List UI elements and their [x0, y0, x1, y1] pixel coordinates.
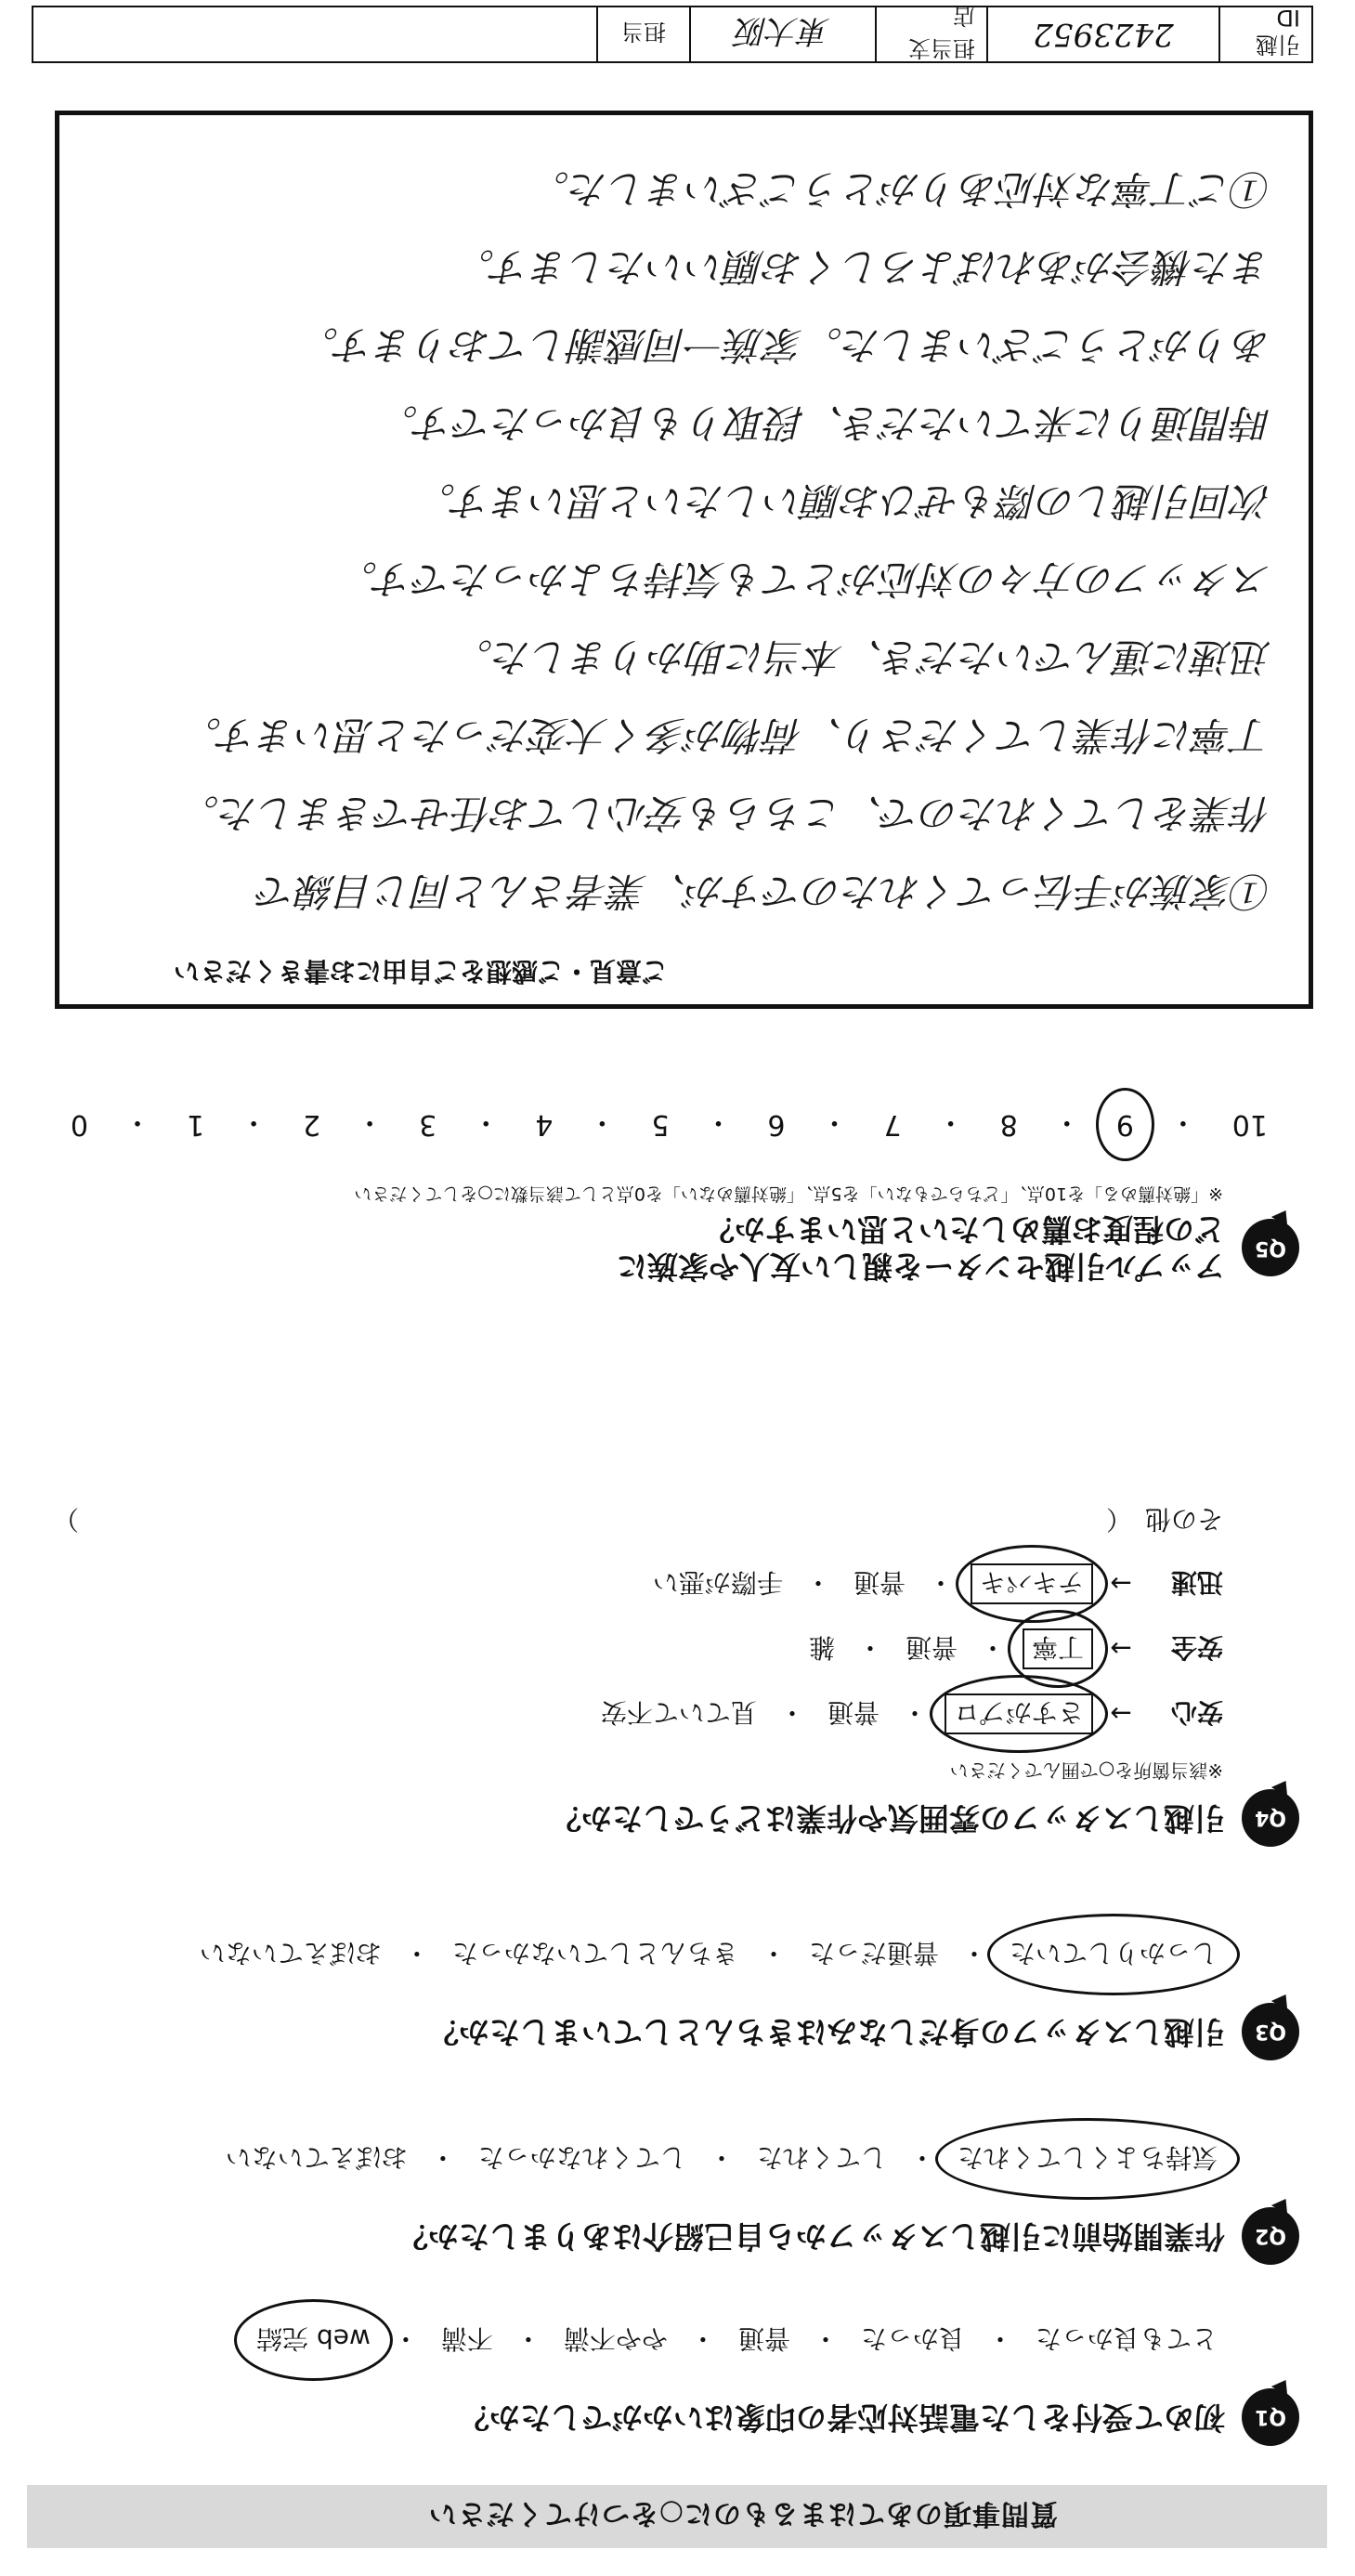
q4-option[interactable]: 普通	[853, 1567, 906, 1598]
q3-options: しっかりしていた ・ 普通だった ・ きちんとしていなかった ・ おぼえていない	[55, 1934, 1223, 1975]
instruction-bar	[27, 2485, 1327, 2548]
q5-score[interactable]: 1	[186, 1108, 205, 1142]
question-5	[55, 1105, 1299, 1285]
q3-badge: Q3	[1242, 2003, 1299, 2060]
q3-option[interactable]: 普通だった	[808, 1938, 939, 1968]
q4-row-anshin: 安心 → さすがプロ ・ 普通 ・ 見ていて不安	[55, 1693, 1223, 1734]
q5-score[interactable]: 6	[767, 1108, 786, 1142]
q5-score[interactable]: 2	[303, 1108, 321, 1142]
q5-score[interactable]: 8	[999, 1108, 1018, 1142]
q1-text: 初めて受付をした電話対応者の印象はいかがでしたか？	[459, 2399, 1225, 2436]
q5-score[interactable]: 5	[651, 1108, 670, 1142]
q4-row-anzen: 安全 → 丁寧 ・ 普通 ・ 雑	[55, 1628, 1223, 1669]
branch-label: 担当支店	[875, 7, 986, 61]
q3-text: 引越しスタッフの身だしなみはきちんとしていましたか？	[428, 2013, 1225, 2050]
comment-box[interactable]	[55, 111, 1313, 1009]
q4-row-label: 安心	[1170, 1697, 1223, 1728]
q2-option[interactable]: してくれなかった	[477, 2142, 686, 2173]
comment-line: 迅速に運んでいただき、本当に助かりました。	[453, 634, 1271, 680]
comment-line: 次回引越しの際もぜひお願いしたいと思います。	[416, 478, 1271, 524]
staff-value	[33, 7, 596, 61]
q3-option-selected[interactable]: しっかりしていた	[1004, 1934, 1223, 1975]
q4-option[interactable]: 普通	[827, 1697, 879, 1728]
q4-note: ※該当箇所を○で囲んでください	[949, 1759, 1223, 1782]
q1-options: とても良かった ・ 良かった ・ 普通 ・ やや不満 ・ 不満 ・ web 完結	[55, 2320, 1223, 2360]
id-table	[32, 3, 1313, 63]
q4-option-selected[interactable]: テキパキ	[971, 1563, 1093, 1604]
q2-option-selected[interactable]: 気持ちよくしてくれた	[952, 2138, 1223, 2179]
q4-option[interactable]: 雑	[808, 1632, 835, 1663]
arrow-right-icon: →	[1110, 1568, 1132, 1600]
q5-score[interactable]: 3	[419, 1108, 437, 1142]
staff-label: 担当	[596, 7, 689, 61]
q4-option-selected[interactable]: 丁寧	[1023, 1628, 1093, 1669]
q5-text-line1: アップル引越センターを親しい友人や家族に	[616, 1249, 1225, 1285]
comment-handwriting	[97, 134, 1271, 930]
q5-scale: 10 ・ 9 ・ 8 ・ 7 ・ 6 ・ 5 ・ 4 ・ 3 ・ 2 ・ 1 ・ 0	[55, 1105, 1271, 1145]
arrow-right-icon: →	[1110, 1633, 1132, 1665]
q1-option[interactable]: やや不満	[563, 2323, 668, 2354]
q1-option[interactable]: 良かった	[860, 2323, 965, 2354]
comment-line: 作業をしてくれたので、こちらも安心してお任せできました。	[179, 791, 1271, 836]
question-1	[55, 2320, 1299, 2446]
move-id-label: 引越 ID	[1218, 7, 1311, 61]
q4-badge: Q4	[1242, 1789, 1299, 1847]
arrow-right-icon: →	[1110, 1698, 1132, 1730]
q2-option[interactable]: おぼえていない	[225, 2142, 408, 2173]
q4-other-label: その他	[1144, 1504, 1223, 1535]
q1-badge: Q1	[1242, 2388, 1299, 2446]
q2-options: 気持ちよくしてくれた ・ してくれた ・ してくれなかった ・ おぼえていない	[55, 2138, 1223, 2179]
q5-note: ※「絶対薦める」を10点、「どちらでもない」を5点、「絶対薦めない」を0点として該当数に○をしてください	[354, 1183, 1223, 1204]
instruction-text: 質問事項のあてはまるものに○をつけてください	[427, 2497, 1058, 2530]
q4-row-other	[53, 1502, 1223, 1539]
q2-badge: Q2	[1242, 2207, 1299, 2265]
q5-score[interactable]: 7	[883, 1108, 902, 1142]
q4-row-label: 迅速	[1170, 1567, 1223, 1598]
comment-line: 丁寧に作業してくださり、荷物が多く大変だったと思います。	[182, 713, 1271, 758]
q5-text-line2: どの程度お薦めしたいと思いますか？	[704, 1211, 1225, 1249]
question-4	[55, 1502, 1299, 1847]
q3-option[interactable]: おぼえていない	[199, 1938, 382, 1968]
comment-title: ご意見・ご感想をご自由にお書きください	[173, 956, 668, 987]
q5-score[interactable]: 0	[70, 1108, 88, 1142]
comment-line: スタッフの方々の対応がとても気持ちよかったです。	[338, 556, 1271, 602]
q1-option[interactable]: 不満	[440, 2323, 493, 2354]
q1-option[interactable]: とても良かった	[1035, 2323, 1218, 2354]
comment-line: また機会があればよろしくお願いいたします。	[455, 244, 1271, 290]
comment-line: ①家族が手伝ってくれたのですが、業者さんと同じ目線で	[256, 869, 1271, 914]
question-3	[55, 1934, 1299, 2060]
q5-score-selected[interactable]: 9	[1113, 1108, 1138, 1141]
q4-option-selected[interactable]: さすがプロ	[945, 1693, 1093, 1734]
q4-option[interactable]: 普通	[905, 1632, 958, 1663]
q4-other-open: （	[1105, 1504, 1132, 1535]
q4-option[interactable]: 手際が悪い	[652, 1567, 783, 1598]
q5-badge: Q5	[1242, 1219, 1299, 1276]
q4-other-close: ）	[53, 1504, 80, 1535]
q3-option[interactable]: きちんとしていなかった	[451, 1938, 738, 1968]
q4-text: 引越しスタッフの雰囲気や作業はどうでしたか？	[551, 1799, 1225, 1837]
q5-score[interactable]: 10	[1231, 1108, 1268, 1142]
comment-line: 時間通りに来ていただき、段取りも良かったです。	[379, 400, 1271, 446]
q2-option[interactable]: してくれた	[756, 2142, 887, 2173]
branch-value: 東大阪	[689, 7, 875, 61]
comment-line: ①ご丁寧な対応ありがとうございました。	[529, 166, 1271, 212]
q4-option[interactable]: 見ていて不安	[600, 1697, 757, 1728]
comment-line: ありがとうございました。家族一同感謝しております。	[299, 322, 1271, 368]
question-2	[55, 2138, 1299, 2265]
q5-score[interactable]: 4	[535, 1108, 554, 1142]
move-id-value: 2423952	[986, 7, 1218, 61]
q2-text: 作業開始前に引越しスタッフから自己紹介はありましたか？	[397, 2217, 1225, 2255]
q4-row-jinsoku: 迅速 → テキパキ ・ 普通 ・ 手際が悪い	[55, 1563, 1223, 1604]
q1-option-selected[interactable]: web 完結	[251, 2320, 376, 2360]
q4-row-label: 安全	[1170, 1632, 1223, 1663]
q1-option[interactable]: 普通	[737, 2323, 790, 2354]
